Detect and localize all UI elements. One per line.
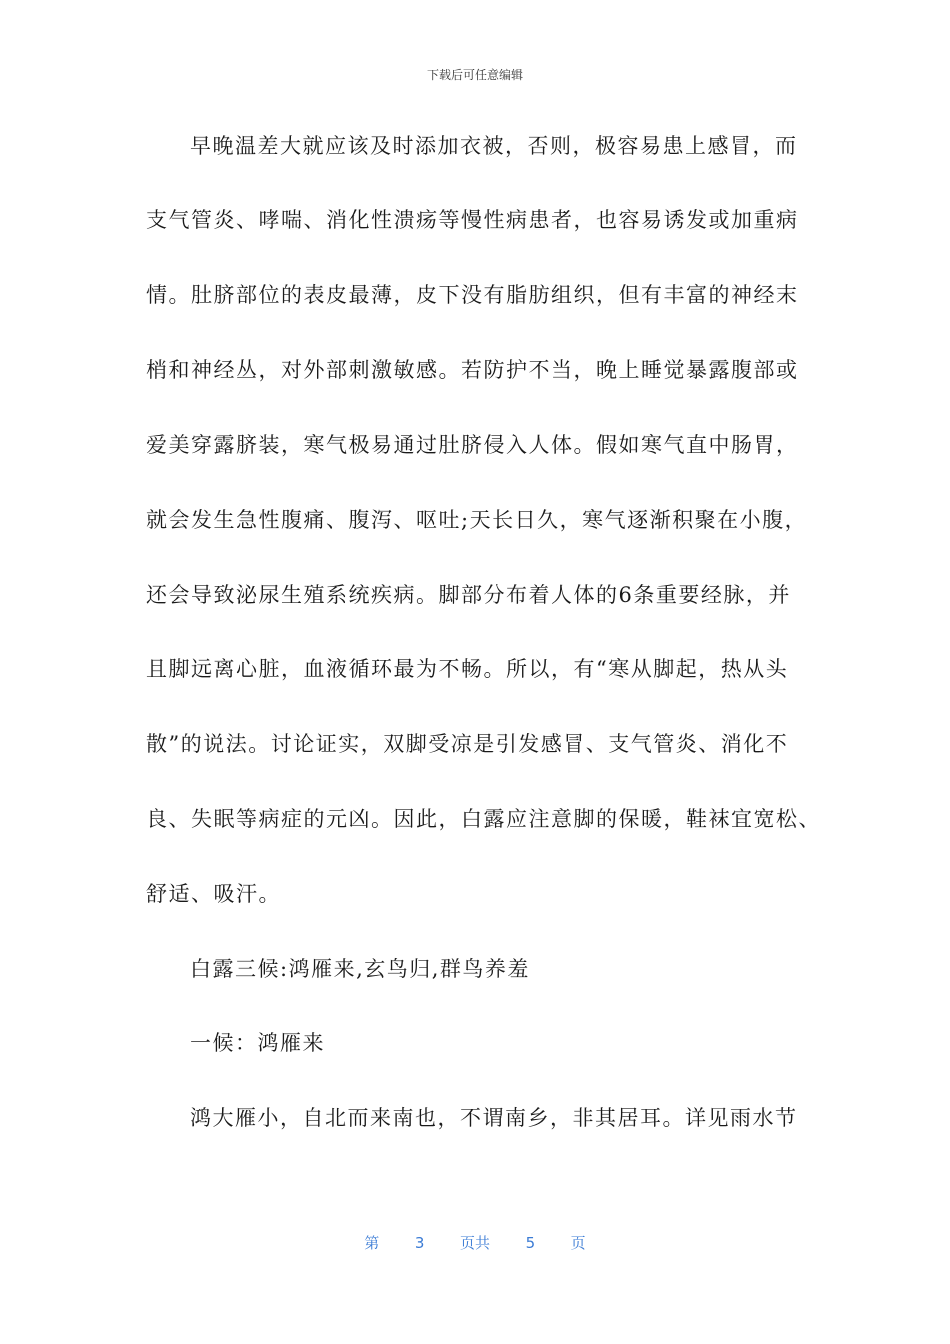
text-line: 良、失眠等病症的元凶。因此，白露应注意脚的保暖，鞋袜宜宽松、 bbox=[146, 807, 821, 831]
footer-suffix: 页 bbox=[570, 1234, 586, 1252]
text-line: 散”的说法。讨论证实，双脚受凉是引发感冒、支气管炎、消化不 bbox=[146, 732, 789, 756]
text-line: 爱美穿露脐装，寒气极易通过肚脐侵入人体。假如寒气直中肠胃， bbox=[146, 433, 799, 457]
text-line: 支气管炎、哮喘、消化性溃疡等慢性病患者，也容易诱发或加重病 bbox=[146, 208, 799, 232]
text-line: 且脚远离心脏，血液循环最为不畅。所以，有“寒从脚起，热从头 bbox=[146, 657, 789, 681]
section-subheading: 一候：鸿雁来 bbox=[190, 1031, 325, 1055]
total-pages-number: 5 bbox=[525, 1234, 536, 1252]
section-heading: 白露三候:鸿雁来,玄鸟归,群鸟养羞 bbox=[190, 957, 530, 981]
text-line: 梢和神经丛，对外部刺激敏感。若防护不当，晚上睡觉暴露腹部或 bbox=[146, 358, 799, 382]
text-line: 鸿大雁小，自北而来南也，不谓南乡，非其居耳。详见雨水节 bbox=[190, 1106, 798, 1130]
text-line: 情。肚脐部位的表皮最薄，皮下没有脂肪组织，但有丰富的神经末 bbox=[146, 283, 799, 307]
footer-middle: 页共 bbox=[459, 1234, 490, 1252]
page-header: 下载后可任意编辑 bbox=[426, 68, 523, 82]
page-footer bbox=[0, 1232, 950, 1253]
text-line: 舒适、吸汗。 bbox=[146, 882, 281, 906]
current-page-number: 3 bbox=[414, 1234, 425, 1252]
text-line: 早晚温差大就应该及时添加衣被，否则，极容易患上感冒，而 bbox=[190, 134, 798, 158]
text-line: 还会导致泌尿生殖系统疾病。脚部分布着人体的6条重要经脉，并 bbox=[146, 583, 791, 607]
footer-prefix: 第 bbox=[364, 1234, 380, 1252]
text-line: 就会发生急性腹痛、腹泻、呕吐;天长日久，寒气逐渐积聚在小腹， bbox=[146, 508, 808, 532]
